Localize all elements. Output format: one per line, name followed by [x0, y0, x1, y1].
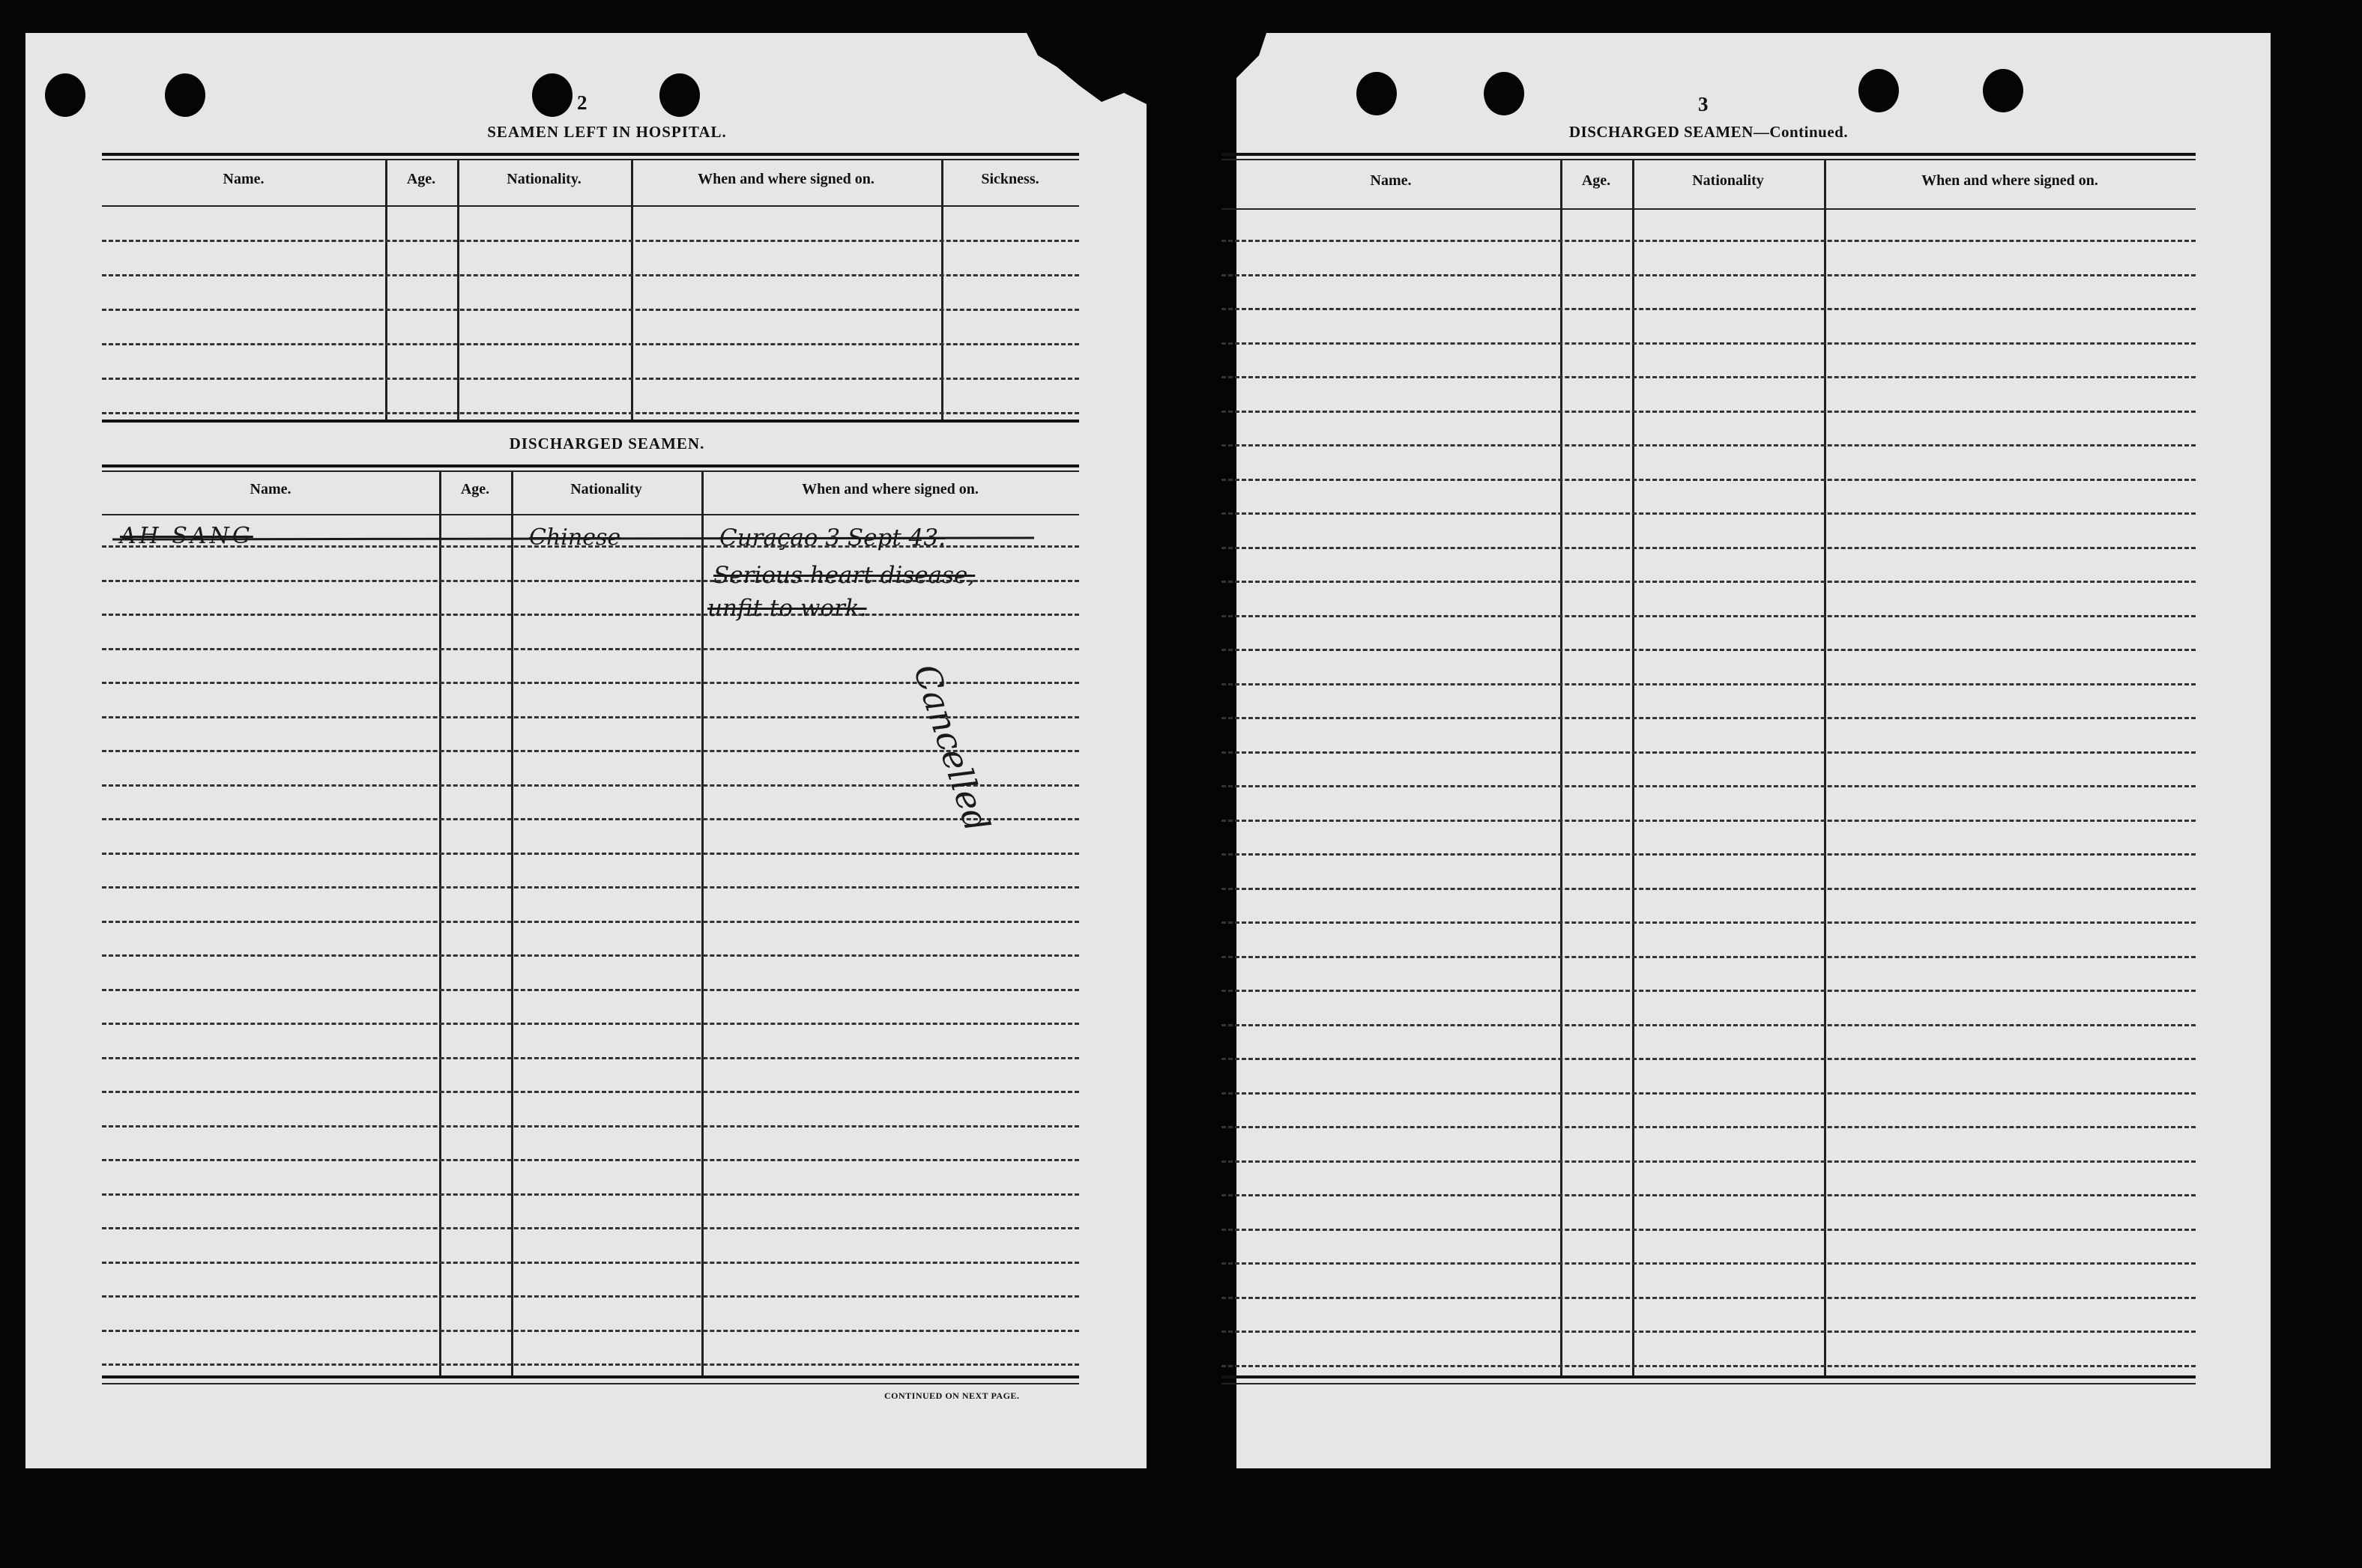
strike-line	[112, 533, 1034, 544]
ruled-line	[1221, 888, 2196, 890]
ruled-line	[1221, 649, 2196, 651]
ruled-line	[1221, 615, 2196, 617]
ruled-line	[1221, 990, 2196, 992]
discharged-col-divider	[511, 472, 513, 1375]
right-col-signed-on: When and where signed on.	[1921, 172, 2098, 189]
ruled-line	[102, 1227, 1079, 1229]
punch-hole	[45, 73, 85, 117]
ruled-line	[1221, 1092, 2196, 1095]
hospital-col-sickness: Sickness.	[981, 171, 1039, 187]
ruled-line	[102, 274, 1079, 276]
ruled-line	[102, 240, 1079, 242]
ruled-line	[1221, 820, 2196, 822]
discharged-continued-title: DISCHARGED SEAMEN—Continued.	[1568, 123, 1849, 141]
hospital-col-divider	[385, 160, 387, 420]
ruled-line	[102, 1193, 1079, 1196]
discharged-section-title: DISCHARGED SEAMEN.	[509, 435, 705, 452]
handwritten-remark-line2: unfit to work.	[707, 595, 867, 622]
page-number-right: 3	[1698, 93, 1709, 115]
hospital-table-bottom	[102, 420, 1079, 423]
hospital-section-title: SEAMEN LEFT IN HOSPITAL.	[487, 123, 727, 141]
ruled-line	[1221, 479, 2196, 481]
ruled-line	[1221, 274, 2196, 276]
discharged-table-bottom-rule2	[102, 1383, 1079, 1384]
ruled-line	[1221, 956, 2196, 958]
ruled-line	[1221, 1126, 2196, 1128]
discharged-table-top-rule2	[102, 470, 1079, 472]
hospital-col-nationality: Nationality.	[507, 171, 582, 187]
ruled-line	[1221, 411, 2196, 413]
ruled-line	[102, 1159, 1079, 1161]
hospital-col-divider	[941, 160, 943, 420]
discharged-col-nationality: Nationality	[570, 481, 642, 497]
ruled-line	[1221, 1194, 2196, 1196]
ruled-line	[102, 1057, 1079, 1059]
ruled-line	[1221, 308, 2196, 310]
discharged-col-name: Name.	[250, 481, 292, 497]
ruled-line	[102, 1363, 1079, 1366]
right-table-top-rule2	[1221, 159, 2196, 160]
punch-hole	[532, 73, 573, 117]
handwritten-remark-line1: Serious heart disease,	[713, 562, 976, 589]
ruled-line	[102, 309, 1079, 311]
hospital-col-name: Name.	[223, 171, 265, 187]
ruled-line	[1221, 240, 2196, 242]
hospital-col-divider	[457, 160, 459, 420]
ruled-line	[102, 614, 1079, 616]
continued-note: CONTINUED ON NEXT PAGE.	[884, 1390, 1020, 1401]
ruled-line	[102, 818, 1079, 820]
discharged-col-divider	[439, 472, 441, 1375]
handwritten-cancelled-note: Cancelled	[905, 659, 998, 837]
ruled-line	[102, 1125, 1079, 1127]
ruled-line	[102, 648, 1079, 650]
ruled-line	[1221, 1229, 2196, 1231]
discharged-header-rule	[102, 514, 1079, 515]
hospital-col-age: Age.	[406, 171, 436, 187]
discharged-col-signed-on: When and where signed on.	[802, 481, 979, 497]
ruled-line	[102, 378, 1079, 380]
ruled-line	[102, 853, 1079, 855]
punch-hole	[1858, 69, 1899, 112]
punch-hole	[165, 73, 205, 117]
ruled-line	[1221, 1331, 2196, 1333]
handwritten-nationality: Chinese	[529, 524, 621, 551]
right-col-age: Age.	[1581, 172, 1611, 189]
ruled-line	[1221, 444, 2196, 447]
torn-binding	[1027, 33, 1266, 115]
page-number-left: 2	[577, 91, 588, 114]
punch-hole	[659, 73, 700, 117]
punch-hole	[1983, 69, 2023, 112]
ruled-line	[102, 1295, 1079, 1298]
ruled-line	[102, 412, 1079, 414]
ruled-line	[1221, 342, 2196, 345]
ruled-line	[102, 1330, 1079, 1332]
punch-hole	[1356, 72, 1397, 115]
right-col-name: Name.	[1370, 172, 1412, 189]
hospital-table-top-rule2	[102, 159, 1079, 160]
ruled-line	[102, 921, 1079, 923]
ruled-line	[102, 989, 1079, 991]
ruled-line	[102, 954, 1079, 957]
hospital-table-top	[102, 153, 1079, 156]
ruled-line	[1221, 785, 2196, 787]
ruled-line	[1221, 376, 2196, 378]
ruled-line	[102, 343, 1079, 345]
ruled-line	[1221, 751, 2196, 754]
ruled-line	[102, 886, 1079, 889]
discharged-col-age: Age.	[460, 481, 490, 497]
ruled-line	[1221, 717, 2196, 719]
ruled-line	[1221, 581, 2196, 583]
ruled-line	[1221, 921, 2196, 924]
ruled-line	[1221, 1160, 2196, 1163]
ruled-line	[1221, 853, 2196, 856]
hospital-col-signed-on: When and where signed on.	[698, 171, 875, 187]
right-col-nationality: Nationality	[1692, 172, 1764, 189]
handwritten-name: AH SANG	[120, 523, 253, 549]
ruled-line	[1221, 1024, 2196, 1026]
right-table-top	[1221, 153, 2196, 156]
discharged-table-bottom	[102, 1375, 1079, 1378]
ruled-line	[102, 784, 1079, 787]
hospital-header-rule	[102, 205, 1079, 207]
ruled-line	[1221, 547, 2196, 549]
ruled-line	[1221, 1058, 2196, 1060]
ruled-line	[1221, 683, 2196, 685]
punch-hole	[1484, 72, 1524, 115]
hospital-col-divider	[631, 160, 633, 420]
right-table-bottom	[1221, 1375, 2196, 1378]
discharged-col-divider	[701, 472, 704, 1375]
ruled-line	[102, 1262, 1079, 1264]
right-table-bottom-rule2	[1221, 1383, 2196, 1384]
ruled-line	[1221, 1365, 2196, 1367]
ruled-line	[1221, 1297, 2196, 1299]
handwritten-signed-on: Curaçao 3 Sept 43.	[719, 524, 946, 551]
right-header-rule	[1221, 208, 2196, 210]
discharged-table-top	[102, 464, 1079, 467]
ruled-line	[102, 1023, 1079, 1025]
ruled-line	[1221, 512, 2196, 515]
ruled-line	[1221, 1262, 2196, 1265]
ruled-line	[102, 1091, 1079, 1093]
